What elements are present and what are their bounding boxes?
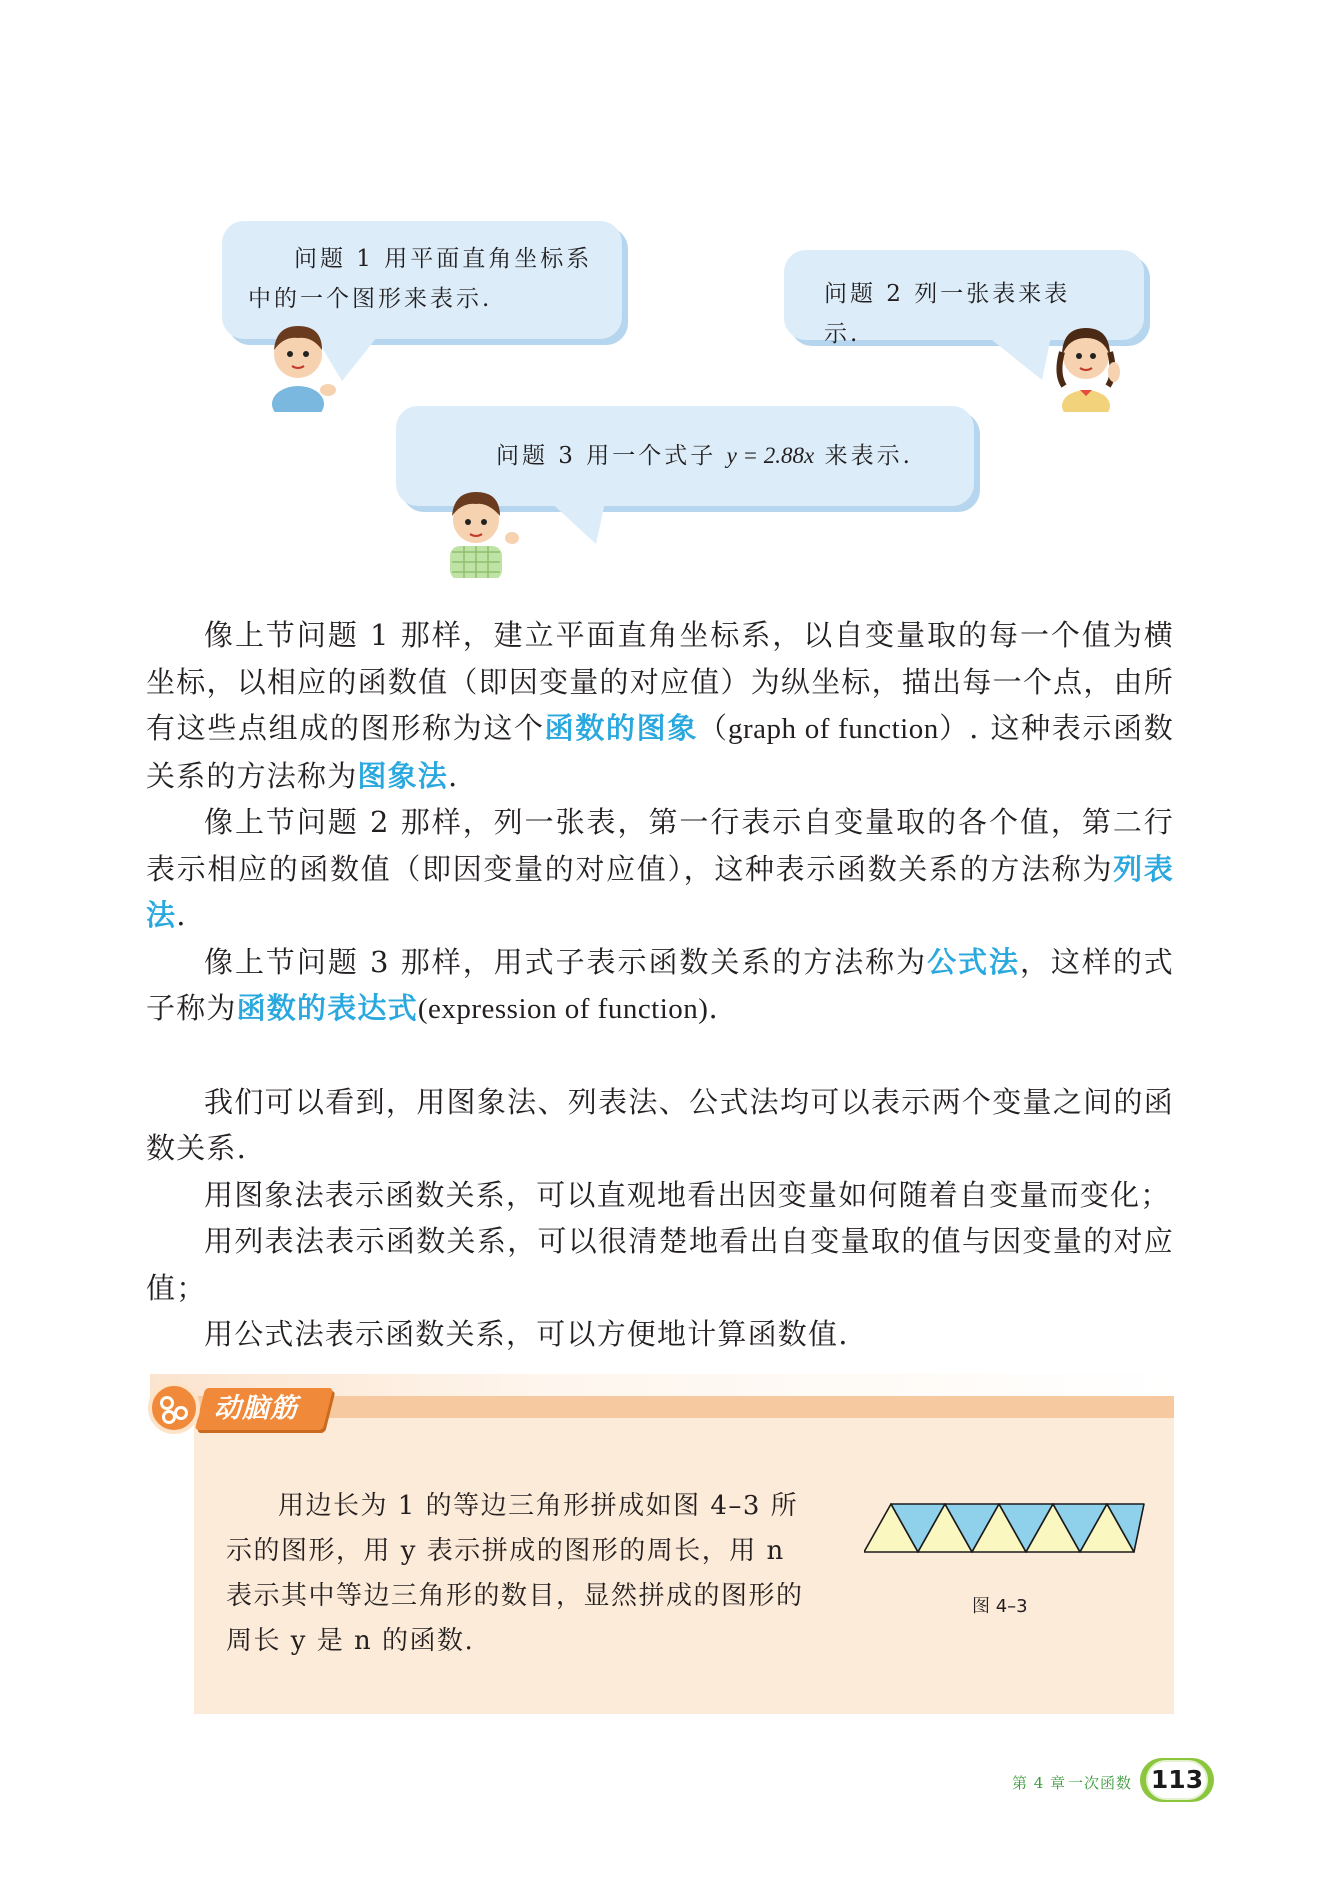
paragraph-graph-benefit: 用图象法表示函数关系，可以直观地看出因变量如何随着自变量而变化；: [204, 1177, 1171, 1212]
main-text: [146, 612, 1174, 1358]
bubble-tail: [546, 498, 636, 558]
bubble-3-post: 来表示.: [824, 443, 913, 469]
text: 像上节问题 1 那样，建立平面直角坐标系，以自变量取的每一个值为横坐标，以相应的函数值（即因变量的对应值）为纵坐标，描出每一个点，由所有这些点组成的图形称为这个: [146, 618, 1174, 745]
text: ，这样的式子称为: [146, 944, 1174, 1025]
triangle-strip-figure: [864, 1500, 1146, 1556]
figure-caption: 图 4–3: [972, 1596, 1028, 1617]
text: . 这种表示函数关系的方法称为: [146, 711, 1174, 793]
english-term: (expression of function): [417, 993, 709, 1025]
bubble-1-line-2: 中的一个图形来表示.: [248, 286, 493, 312]
panel-header-stripe: [194, 1396, 1174, 1418]
bubble-3-pre: 问题 3 用一个式子: [496, 443, 717, 469]
brainstorm-label: 动脑筋: [214, 1393, 298, 1424]
term-graph-method: 图象法: [357, 758, 449, 793]
paragraph-table-method: [146, 799, 1174, 939]
paragraph-formula-benefit: 用公式法表示函数关系，可以方便地计算函数值.: [204, 1317, 849, 1351]
paragraph-summary: 我们可以看到，用图象法、列表法、公式法均可以表示两个变量之间的函数关系.: [146, 1084, 1174, 1165]
brainstorm-text: [226, 1484, 806, 1664]
chapter-title: 一次函数: [1068, 1774, 1133, 1792]
bubble-1-line-1: 问题 1 用平面直角坐标系: [294, 246, 593, 272]
term-table-method: 列表法: [146, 851, 1175, 932]
gears-icon: [148, 1382, 200, 1434]
boy-illustration-1: [262, 312, 342, 412]
paragraph-graph-method: [146, 612, 1174, 799]
brainstorm-paragraph: 用边长为 1 的等边三角形拼成如图 4–3 所示的图形，用 y 表示拼成的图形的周长，用 n 表示其中等边三角形的数目，显然拼成的图形的周长 y 是 n 的函数.: [226, 1491, 804, 1656]
text: .: [448, 758, 459, 793]
chapter-label: 第 4 章: [1012, 1774, 1067, 1792]
boy-illustration-2: [438, 482, 522, 578]
text: .: [176, 898, 187, 932]
paragraph-table-benefit: 用列表法表示函数关系，可以很清楚地看出自变量取的值与因变量的对应值；: [146, 1224, 1174, 1305]
page-number: 113: [1146, 1760, 1208, 1800]
term-function-expression: 函数的表达式: [236, 991, 418, 1025]
text: 像上节问题 3 那样，用式子表示函数关系的方法称为: [204, 944, 928, 979]
girl-illustration: [1052, 312, 1132, 412]
english-term: （graph of function）: [697, 713, 970, 745]
text: .: [708, 991, 719, 1025]
bubble-2-text: 问题 2 列一张表来表示.: [824, 281, 1071, 347]
bubble-3-formula: y = 2.88x: [726, 443, 815, 468]
term-function-graph: 函数的图象: [544, 711, 698, 745]
text: 像上节问题 2 那样，列一张表，第一行表示自变量取的各个值，第二行表示相应的函数值（即因变量的对应值），这种表示函数关系的方法称为: [146, 805, 1174, 886]
term-formula-method: 公式法: [927, 944, 1020, 979]
paragraph-formula-method: [146, 939, 1174, 1033]
